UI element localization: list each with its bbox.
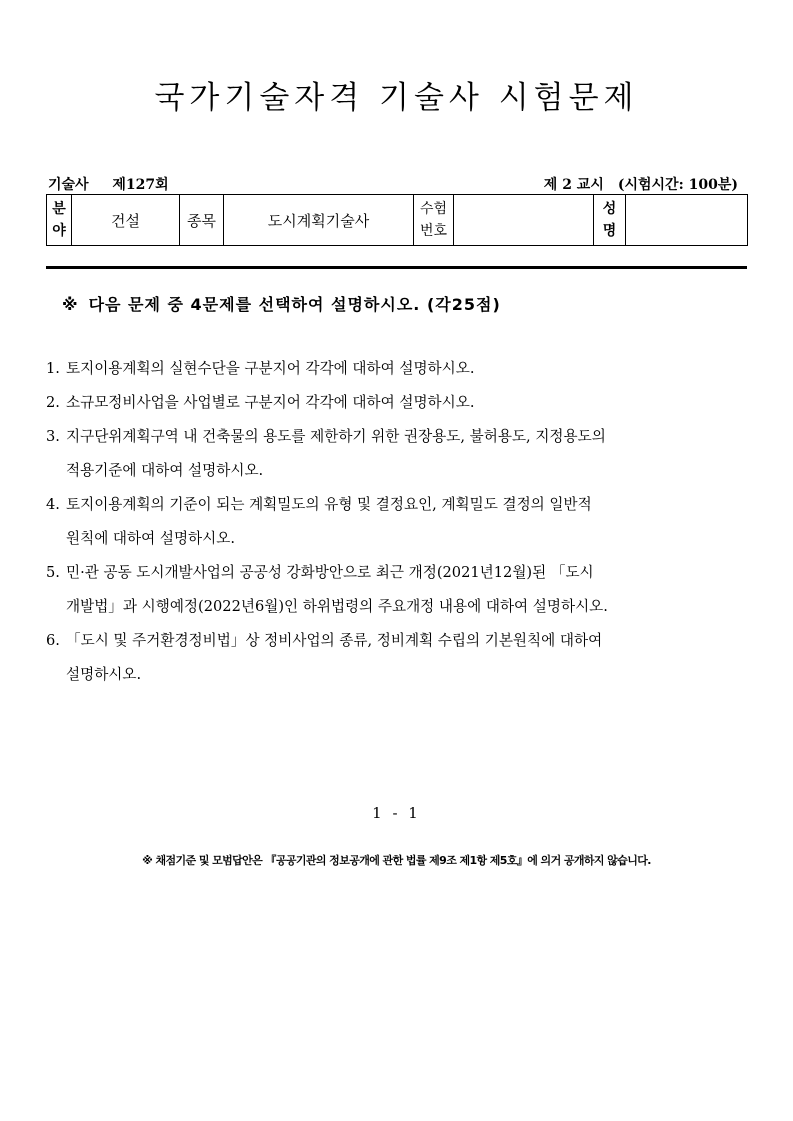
question-text	[66, 488, 748, 556]
question-item	[46, 352, 748, 386]
exam-no-label-line2: 번호	[419, 223, 448, 239]
name-field[interactable]	[626, 195, 748, 246]
exam-header-table	[46, 194, 748, 246]
question-number: 1.	[46, 360, 60, 377]
divider-rule	[46, 266, 747, 269]
question-line-continued: 개발법」과 시행예정(2022년6월)인 하위법령의 주요개정 내용에 대하여 설명하시오.	[66, 598, 608, 615]
question-text	[66, 352, 748, 386]
item-value-cell	[224, 195, 414, 246]
exam-time: (시험시간: 100분)	[617, 177, 738, 193]
question-text	[66, 420, 748, 488]
exam-category-round	[48, 174, 169, 194]
exam-no-label-cell	[414, 195, 454, 246]
exam-round: 제127회	[112, 177, 169, 193]
question-number: 6.	[46, 632, 60, 649]
question-line: 토지이용계획의 기준이 되는 계획밀도의 유형 및 결정요인, 계획밀도 결정의 일반적	[66, 496, 592, 513]
question-text	[66, 556, 748, 624]
question-item	[46, 420, 748, 488]
question-line-continued: 적용기준에 대하여 설명하시오.	[66, 462, 264, 479]
name-label-line1: 성	[602, 201, 617, 217]
question-text	[66, 386, 748, 420]
reference-mark-icon: ※	[62, 295, 79, 314]
question-line-continued: 설명하시오.	[66, 666, 142, 683]
item-label: 종목	[187, 211, 216, 230]
question-item	[46, 556, 748, 624]
disclosure-footnote: ※ 채점기준 및 모범답안은 『공공기관의 정보공개에 관한 법률 제9조 제1항 제5호』에 의거 공개하지 않습니다.	[142, 854, 651, 867]
exam-info-row	[48, 174, 748, 194]
question-line: 「도시 및 주거환경정비법」상 정비사업의 종류, 정비계획 수립의 기본원칙에 대하여	[66, 632, 603, 649]
question-item	[46, 488, 748, 556]
field-label-cell	[47, 195, 72, 246]
question-line: 토지이용계획의 실현수단을 구분지어 각각에 대하여 설명하시오.	[66, 360, 475, 377]
exam-no-label-line1: 수험	[419, 201, 448, 217]
instruction	[62, 292, 501, 315]
question-item	[46, 624, 748, 692]
instruction-text: 다음 문제 중 4문제를 선택하여 설명하시오. (각25점)	[88, 295, 501, 314]
question-line: 지구단위계획구역 내 건축물의 용도를 제한하기 위한 권장용도, 불허용도, 지정용도의	[66, 428, 606, 445]
page-number: 1 - 1	[372, 804, 421, 822]
question-number: 5.	[46, 564, 60, 581]
question-number: 3.	[46, 428, 60, 445]
field-label-line2: 야	[52, 223, 66, 239]
name-label-line2: 명	[602, 223, 617, 239]
field-value-cell	[72, 195, 180, 246]
exam-no-field[interactable]	[454, 195, 594, 246]
item-value: 도시계획기술사	[267, 211, 370, 230]
question-line: 소규모정비사업을 사업별로 구분지어 각각에 대하여 설명하시오.	[66, 394, 475, 411]
question-item	[46, 386, 748, 420]
field-value: 건설	[111, 211, 140, 230]
field-label-line1: 분	[52, 201, 66, 217]
exam-category: 기술사	[48, 177, 89, 193]
name-label-cell	[594, 195, 626, 246]
item-label-cell	[180, 195, 224, 246]
question-text	[66, 624, 748, 692]
question-line: 민·관 공동 도시개발사업의 공공성 강화방안으로 최근 개정(2021년12월)된 「도시	[66, 564, 594, 581]
exam-period-time	[544, 174, 738, 194]
question-number: 4.	[46, 496, 60, 513]
document-title: 국가기술자격 기술사 시험문제	[154, 80, 639, 116]
question-line-continued: 원칙에 대하여 설명하시오.	[66, 530, 235, 547]
question-number: 2.	[46, 394, 60, 411]
question-list	[46, 352, 748, 692]
exam-period: 제 2 교시	[543, 177, 604, 193]
